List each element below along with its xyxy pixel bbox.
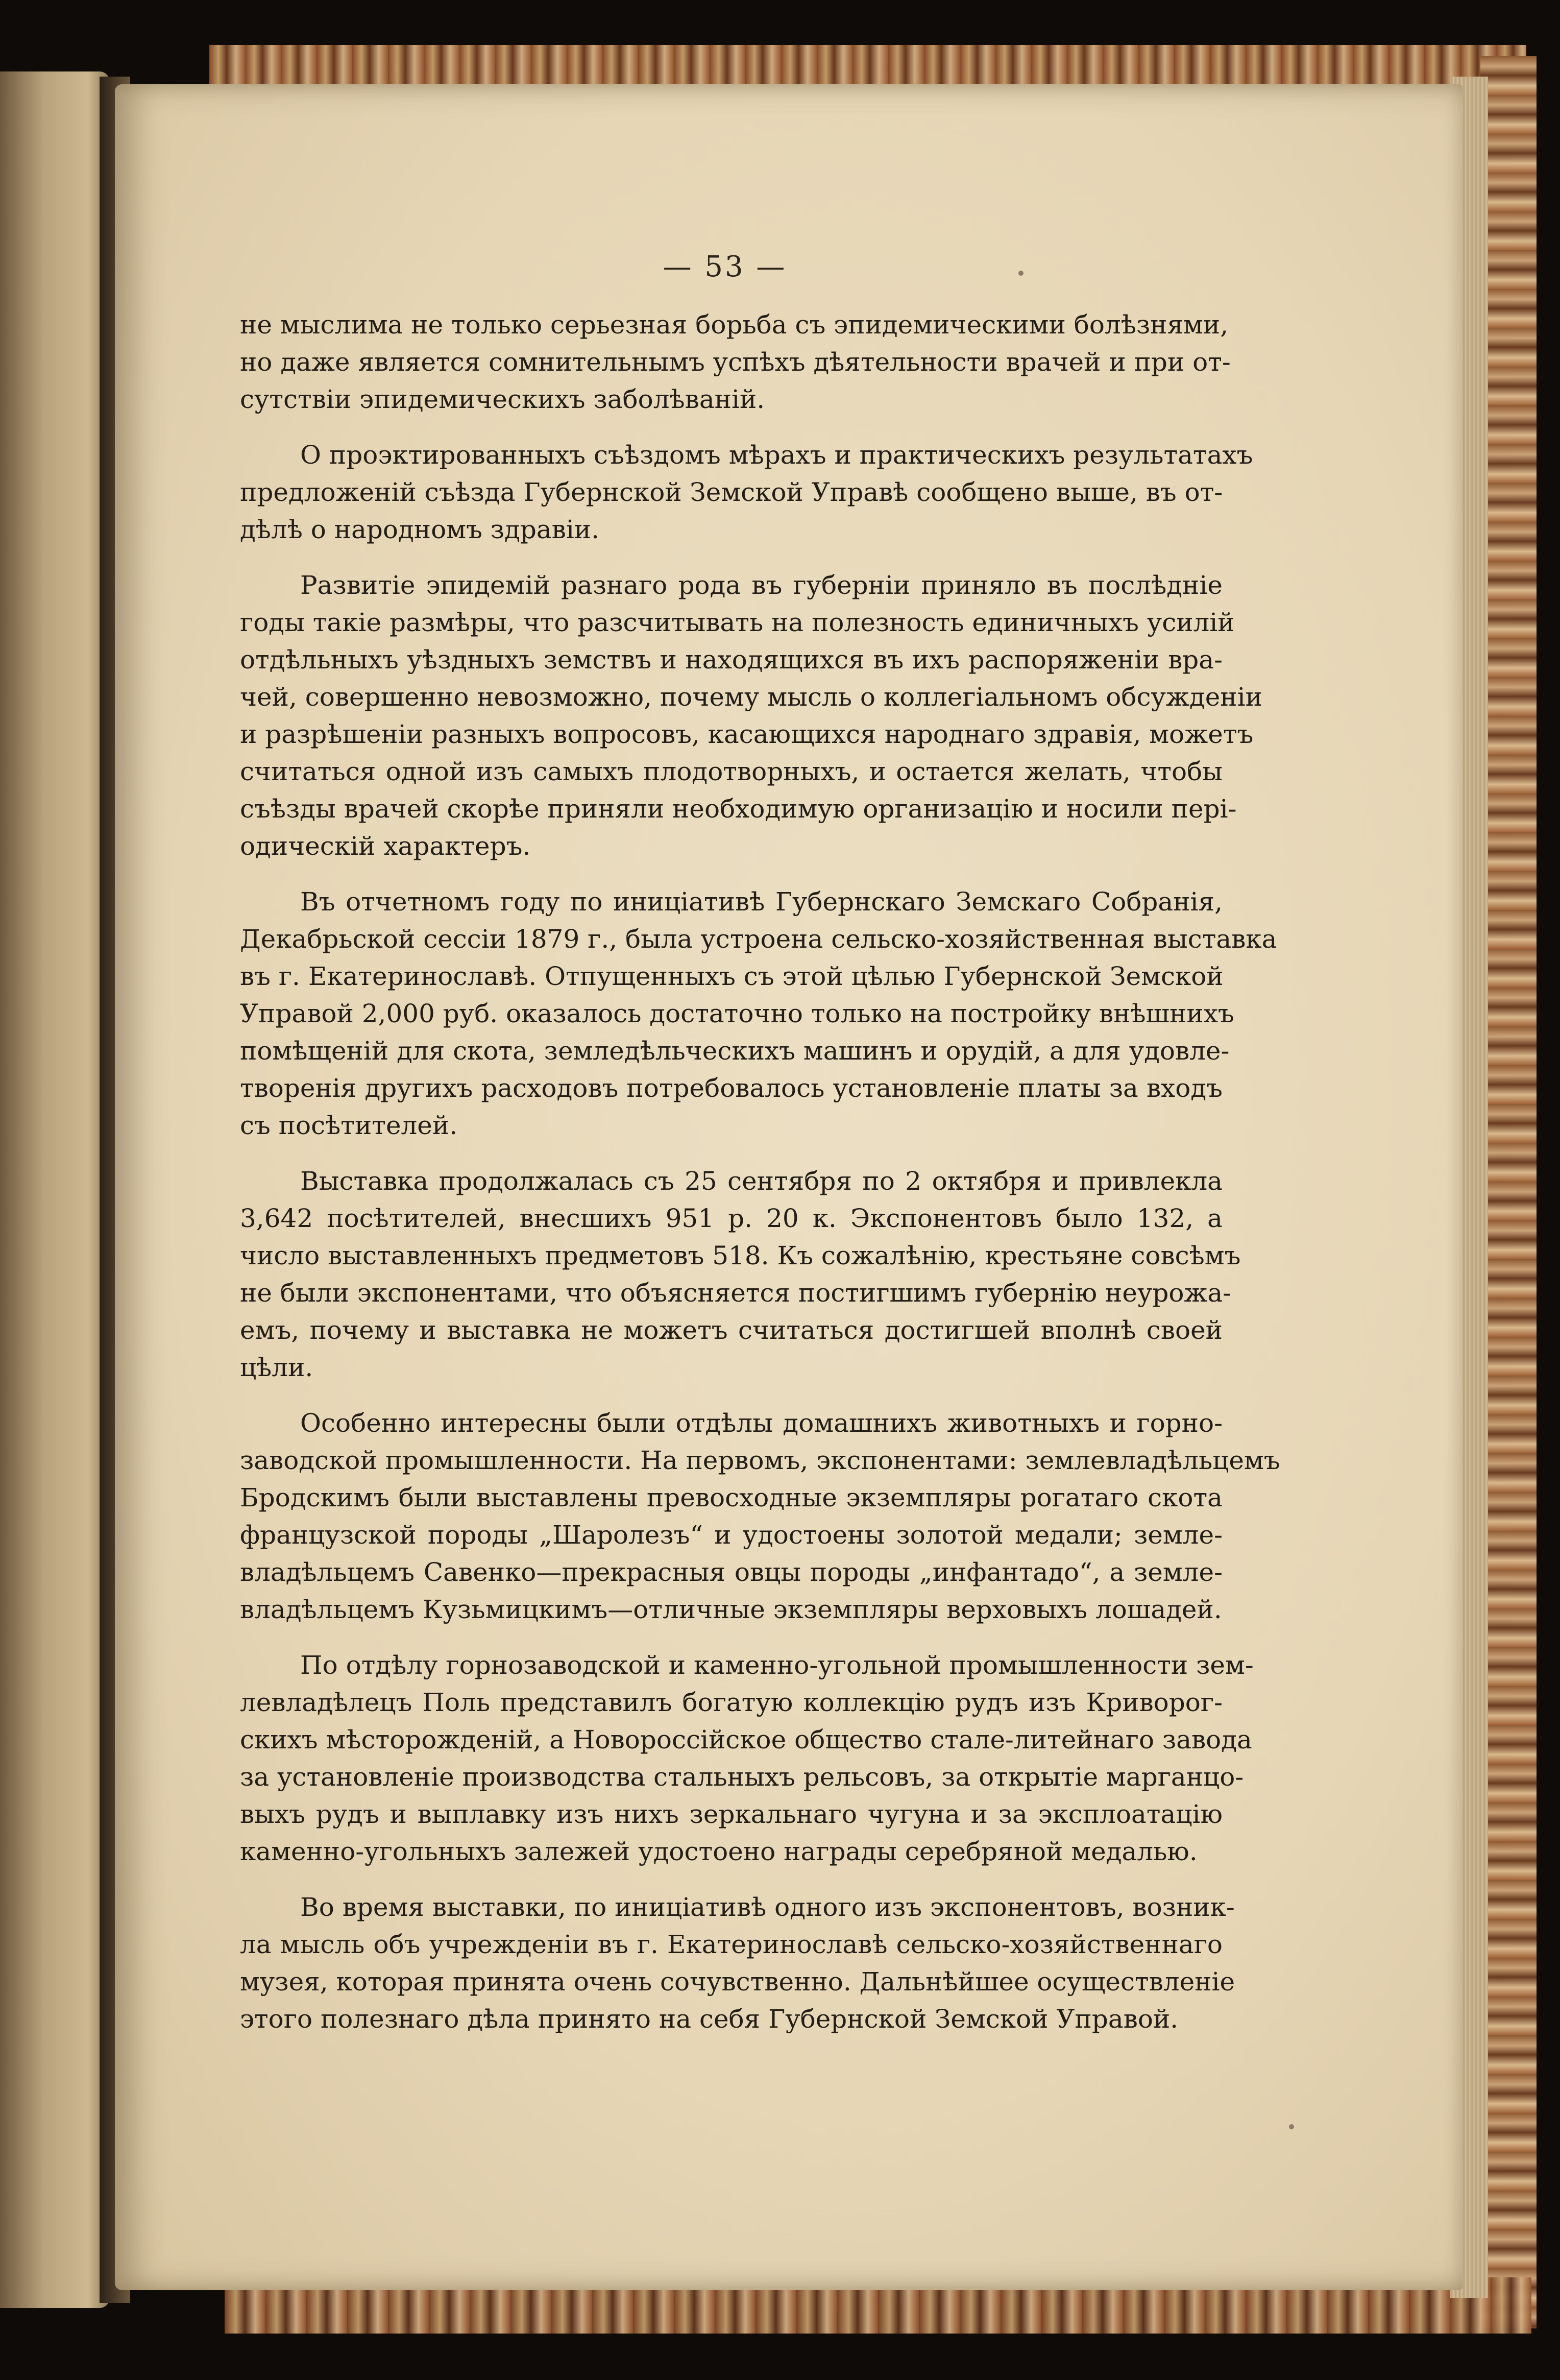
- text-line: Во время выставки, по иниціативѣ одного изъ экспонентовъ, возник-: [300, 1892, 1235, 1922]
- paragraph: [240, 1163, 1241, 1386]
- page-number: — 53 —: [663, 250, 787, 283]
- text-line: Въ отчетномъ году по иниціативѣ Губернскаго Земскаго Собранія,: [300, 887, 1223, 917]
- text-line: дѣлѣ о народномъ здравіи.: [240, 515, 600, 544]
- text-line: Развитіе эпидемій разнаго рода въ губерніи приняло въ послѣдніе: [300, 570, 1223, 600]
- paper-speck: [1289, 2124, 1294, 2129]
- text-line: Декабрьской сессіи 1879 г., была устроена сельско-хозяйственная выставка: [240, 924, 1277, 954]
- text-line: 3,642 посѣтителей, внесшихъ 951 р. 20 к. Экспонентовъ было 132, а: [240, 1204, 1223, 1233]
- text-line: считаться одной изъ самыхъ плодотворныхъ, и остается желать, чтобы: [240, 757, 1223, 786]
- text-line: По отдѣлу горнозаводской и каменно-угольной промышленности зем-: [300, 1650, 1254, 1680]
- paragraph: [240, 567, 1262, 865]
- text-line: этого полезнаго дѣла принято на себя Губернской Земской Управой.: [240, 2004, 1179, 2034]
- text-line: каменно-угольныхъ залежей удостоено награды серебряной медалью.: [240, 1837, 1198, 1866]
- text-line: за установленіе производства стальныхъ рельсовъ, за открытіе марганцо-: [240, 1762, 1244, 1792]
- text-line: творенія другихъ расходовъ потребовалось установленіе платы за входъ: [240, 1073, 1223, 1103]
- text-line: скихъ мѣсторожденій, а Новороссійское общество стале-литейнаго завода: [240, 1725, 1252, 1754]
- text-line: владѣльцемъ Савенко—прекрасныя овцы породы „инфантадо“, а земле-: [240, 1557, 1223, 1587]
- text-line: О проэктированныхъ съѣздомъ мѣрахъ и практическихъ результатахъ: [300, 440, 1253, 470]
- paragraph: [240, 437, 1253, 548]
- text-line: и разрѣшеніи разныхъ вопросовъ, касающихся народнаго здравія, можетъ: [240, 719, 1254, 749]
- text-line: цѣли.: [240, 1353, 313, 1382]
- text-line: заводской промышленности. На первомъ, экспонентами: землевладѣльцемъ: [240, 1446, 1280, 1475]
- text-line: съ посѣтителей.: [240, 1111, 458, 1140]
- text-line: сутствіи эпидемическихъ заболѣваній.: [240, 384, 765, 414]
- text-line: владѣльцемъ Кузьмицкимъ—отличные экземпляры верховыхъ лошадей.: [240, 1595, 1222, 1624]
- text-line: емъ, почему и выставка не можетъ считаться достигшей вполнѣ своей: [240, 1315, 1223, 1345]
- paragraph: [240, 1889, 1235, 2038]
- text-line: но даже является сомнительнымъ успѣхъ дѣятельности врачей и при от-: [240, 347, 1231, 377]
- text-line: французской породы „Шаролезъ“ и удостоены золотой медали; земле-: [240, 1520, 1223, 1550]
- text-line: Управой 2,000 руб. оказалось достаточно только на постройку внѣшнихъ: [240, 999, 1234, 1028]
- text-line: выхъ рудъ и выплавку изъ нихъ зеркальнаго чугуна и за эксплоатацію: [240, 1799, 1223, 1829]
- text-line: одическій характеръ.: [240, 831, 531, 861]
- text-line: съѣзды врачей скорѣе приняли необходимую организацію и носили пері-: [240, 794, 1237, 824]
- text-line: Особенно интересны были отдѣлы домашнихъ животныхъ и горно-: [300, 1408, 1223, 1438]
- text-line: чей, совершенно невозможно, почему мысль о коллегіальномъ обсужденіи: [240, 682, 1262, 712]
- text-line: въ г. Екатеринославѣ. Отпущенныхъ съ этой цѣлью Губернской Земской: [240, 961, 1224, 991]
- paragraph: [240, 1647, 1254, 1870]
- right-binding-edge: [1480, 56, 1537, 2328]
- text-line: помѣщеній для скота, земледѣльческихъ машинъ и орудій, а для удовле-: [240, 1036, 1230, 1066]
- left-page-edge: [0, 71, 110, 2308]
- paragraph: [240, 1405, 1280, 1628]
- text-line: отдѣльныхъ уѣздныхъ земствъ и находящихся въ ихъ распоряженіи вра-: [240, 645, 1223, 675]
- text-line: Выставка продолжалась съ 25 сентября по 2 октября и привлекла: [300, 1166, 1223, 1196]
- text-line: музея, которая принята очень сочувственно. Дальнѣйшее осуществленіе: [240, 1967, 1235, 1997]
- text-line: не мыслима не только серьезная борьба съ эпидемическими болѣзнями,: [240, 310, 1229, 340]
- text-line: число выставленныхъ предметовъ 518. Къ сожалѣнію, крестьяне совсѣмъ: [240, 1241, 1241, 1270]
- page-body: [240, 306, 1280, 2056]
- text-line: не были экспонентами, что объясняется постигшимъ губернію неурожа-: [240, 1278, 1232, 1308]
- text-line: Бродскимъ были выставлены превосходные экземпляры рогатаго скота: [240, 1483, 1223, 1512]
- text-line: ла мысль объ учрежденіи въ г. Екатеринославѣ сельско-хозяйственнаго: [240, 1930, 1223, 1959]
- paragraph: [240, 883, 1277, 1144]
- text-line: левладѣлецъ Поль представилъ богатую коллекцію рудъ изъ Криворог-: [240, 1688, 1223, 1717]
- text-line: годы такіе размѣры, что разсчитывать на полезность единичныхъ усилій: [240, 608, 1235, 637]
- text-line: предложеній съѣзда Губернской Земской Управѣ сообщено выше, въ от-: [240, 477, 1223, 507]
- paragraph: [240, 306, 1231, 418]
